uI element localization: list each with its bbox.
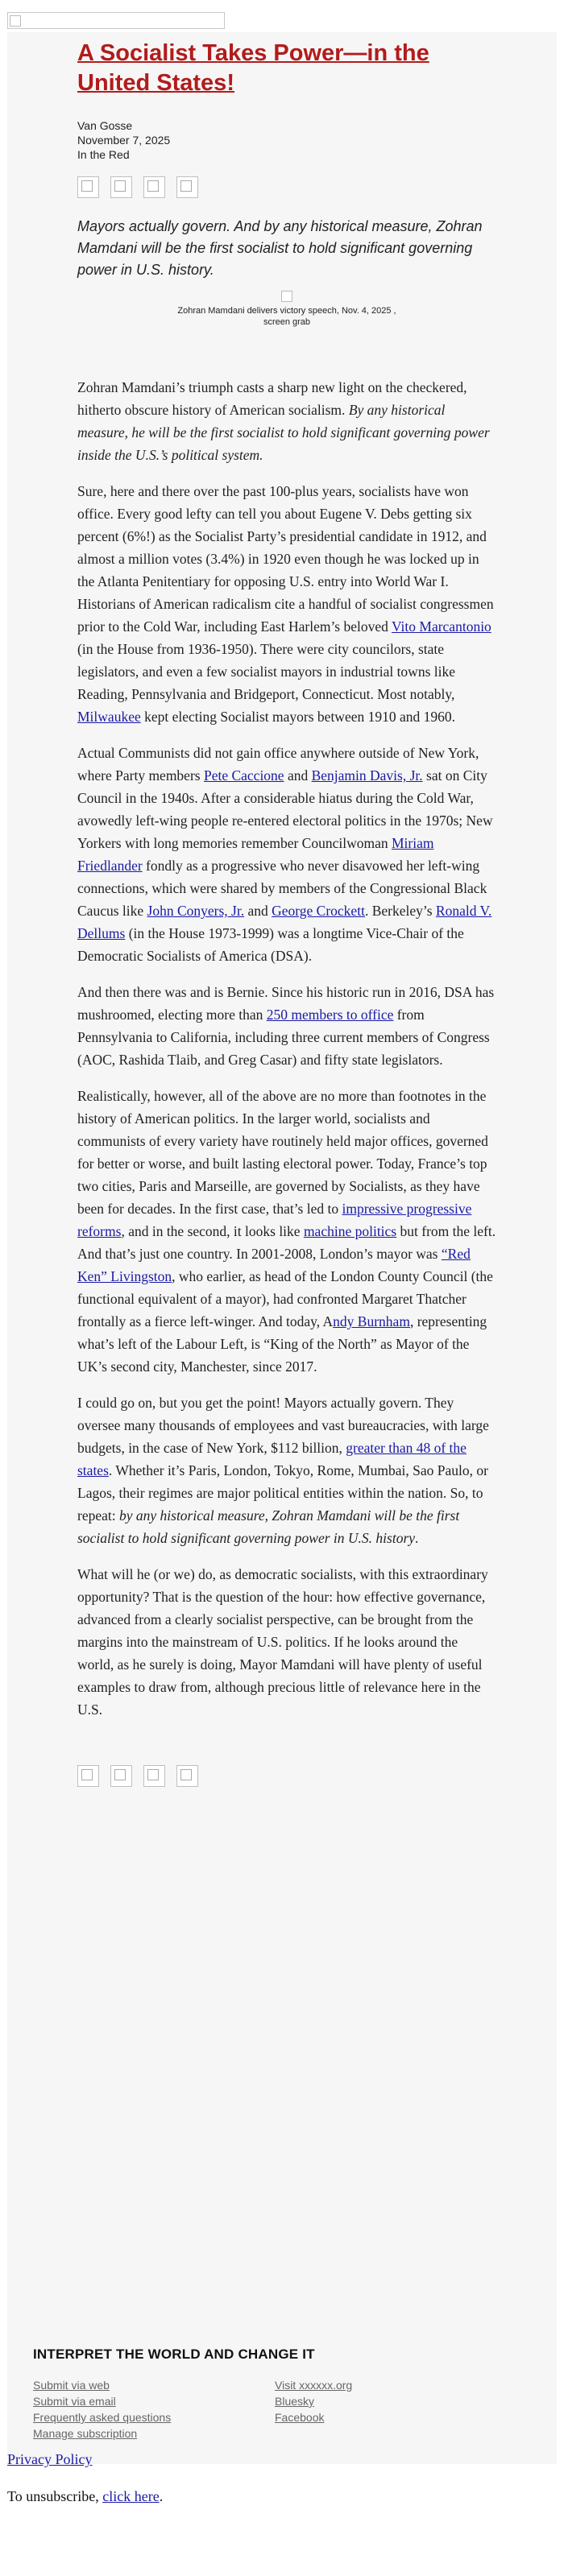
paragraph-7: What will he (or we) do, as democratic socialists, with this extraordinary opportunity? That is the question of the hour: how effective governance, advanced from a clearly socialist perspective, can be brought from the margins into the mainstream of U.S. politics. If he looks around the world, as he surely is doing, Mayor Mamdani will have plenty of useful examples to draw from, although precious little of relevance here in the U.S. bbox=[77, 1566, 488, 1718]
unsubscribe-line: To unsubscribe, click here. bbox=[7, 2488, 164, 2504]
author-name: Van Gosse bbox=[77, 119, 133, 132]
newsletter-footer bbox=[33, 2347, 533, 2442]
image-caption: Zohran Mamdani delivers victory speech, Nov. 4, 2025 , screen grab bbox=[177, 306, 396, 327]
faq-link[interactable]: Frequently asked questions bbox=[33, 2411, 172, 2424]
link-250-members[interactable]: 250 members to office bbox=[266, 1007, 394, 1023]
manage-subscription-link[interactable]: Manage subscription bbox=[33, 2427, 138, 2440]
paragraph-1: Zohran Mamdani’s triumph casts a sharp new light on the checkered, hitherto obscure history of American socialism. By any historical measure, he will be the first socialist to hold significant governing power inside the U.S.’s political system. bbox=[77, 379, 490, 463]
share-button-2[interactable] bbox=[110, 176, 132, 198]
share-buttons-top bbox=[77, 176, 496, 198]
share-button-3[interactable] bbox=[143, 1765, 165, 1787]
publish-date: November 7, 2025 bbox=[77, 134, 171, 147]
section-name: In the Red bbox=[77, 148, 130, 161]
email-body bbox=[7, 32, 557, 2464]
bluesky-link[interactable]: Bluesky bbox=[275, 2395, 315, 2408]
facebook-link[interactable]: Facebook bbox=[275, 2411, 325, 2424]
share-button-4[interactable] bbox=[176, 1765, 198, 1787]
share-button-1[interactable] bbox=[77, 176, 99, 198]
link-progressive-reforms[interactable]: impressive progressive reforms bbox=[77, 1201, 472, 1239]
share-button-3[interactable] bbox=[143, 176, 165, 198]
paragraph-2: Sure, here and there over the past 100-plus years, socialists have won office. Every good lefty can tell you about Eugene V. Debs getting six percent (6%!) as the Socialist Party’s presidential candidate in 1912, and almost a million votes (3.4%) in 1920 even though he was locked up in the Atlanta Penitentiary for opposing U.S. entry into World War I. Historians of American radicalism cite a handful of socialist congressmen prior to the Cold War, including East Harlem’s beloved Vito Marcantonio (in the House from 1936-1950). There were city councilors, state legislators, and even a few socialist mayors in industrial towns like Reading, Pennsylvania and Bridgeport, Connecticut. Most notably, Milwaukee kept electing Socialist mayors between 1910 and 1960. bbox=[77, 483, 494, 725]
article-figure bbox=[77, 291, 496, 328]
link-john-conyers[interactable]: John Conyers, Jr. bbox=[147, 903, 245, 919]
paragraph-4: And then there was and is Bernie. Since his historic run in 2016, DSA has mushroomed, electing more than 250 members to office from Pennsylvania to California, including three current members of Congress (AOC, Rashida Tlaib, and Greg Casar) and fifty state legislators. bbox=[77, 984, 495, 1068]
header-image bbox=[7, 12, 225, 29]
link-andy-burnham[interactable]: ndy Burnham bbox=[333, 1313, 410, 1329]
paragraph-6: I could go on, but you get the point! Mayors actually govern. They oversee many thousands of employees and vast bureaucracies, with large budgets, in the case of New York, $112 billion, greater than 48 of the states. Whether it’s Paris, London, Tokyo, Rome, Mumbai, Sao Paulo, or Lagos, their regimes are major political entities within the nation. So, to repeat: by any historical measure, Zohran Mamdani will be the first socialist to hold significant governing power in U.S. history. bbox=[77, 1395, 489, 1546]
submit-via-email-link[interactable]: Submit via email bbox=[33, 2395, 116, 2408]
link-machine-politics[interactable]: machine politics bbox=[303, 1223, 397, 1239]
article-image bbox=[281, 291, 292, 302]
share-button-2[interactable] bbox=[110, 1765, 132, 1787]
footer-right-column bbox=[275, 2377, 516, 2442]
paragraph-5: Realistically, however, all of the above are no more than footnotes in the history of American politics. In the larger world, socialists and communists of every variety have routinely held major offices, governed for better or worse, and built lasting electoral power. Today, France’s top two cities, Paris and Marseille, are governed by Socialists, as they have been for decades. In the first case, that’s led to impressive progressive reforms, and in the second, it looks like machine politics but from the left. And that’s just one country. In 2001-2008, London’s mayor was “Red Ken” Livingston, who earlier, as head of the London County Council (the functional equivalent of a mayor), had confronted Margaret Thatcher frontally as a fierce left-winger. And today, Andy Burnham, representing what’s left of the Labour Left, is “King of the North” as Mayor of the UK’s second city, Manchester, since 2017. bbox=[77, 1088, 496, 1375]
visit-site-link[interactable]: Visit xxxxxx.org bbox=[275, 2379, 353, 2392]
link-ken-livingston[interactable]: “Red Ken” Livingston bbox=[77, 1246, 471, 1284]
submit-via-web-link[interactable]: Submit via web bbox=[33, 2379, 110, 2392]
link-48-states[interactable]: greater than 48 of the states bbox=[77, 1440, 467, 1478]
article-dek: Mayors actually govern. And by any historical measure, Zohran Mamdani will be the first socialist to hold significant governing power in U.S. history. bbox=[77, 218, 483, 278]
share-button-4[interactable] bbox=[176, 176, 198, 198]
link-miriam-friedlander[interactable]: Miriam Friedlander bbox=[77, 835, 434, 874]
share-buttons-bottom bbox=[77, 1765, 496, 1787]
link-pete-caccione[interactable]: Pete Caccione bbox=[203, 767, 284, 784]
link-benjamin-davis[interactable]: Benjamin Davis, Jr. bbox=[311, 767, 423, 784]
article-title[interactable]: A Socialist Takes Power—in the United States! bbox=[77, 40, 429, 96]
link-vito-marcantonio[interactable]: Vito Marcantonio bbox=[391, 618, 491, 635]
article-body bbox=[77, 376, 496, 1721]
unsubscribe-link[interactable]: click here bbox=[102, 2488, 160, 2504]
share-button-1[interactable] bbox=[77, 1765, 99, 1787]
paragraph-3: Actual Communists did not gain office anywhere outside of New York, where Party members Pete Caccione and Benjamin Davis, Jr. sat on City Council in the 1940s. After a considerable hiatus during the Cold War, avowedly left-wing people re-entered electoral politics in the 1970s; New Yorkers with long memories remember Councilwoman Miriam Friedlander fondly as a progressive who never disavowed her left-wing connections, which were shared by members of the Congressional Black Caucus like John Conyers, Jr. and George Crockett. Berkeley’s Ronald V. Dellums (in the House 1973-1999) was a longtime Vice-Chair of the Democratic Socialists of America (DSA). bbox=[77, 745, 493, 964]
footer-heading: INTERPRET THE WORLD AND CHANGE IT bbox=[33, 2347, 315, 2362]
link-ronald-dellums[interactable]: Ronald V. Dellums bbox=[77, 903, 492, 941]
link-george-crockett[interactable]: George Crockett bbox=[272, 903, 365, 919]
footer-left-column bbox=[33, 2377, 275, 2442]
link-milwaukee[interactable]: Milwaukee bbox=[77, 709, 141, 725]
article-meta bbox=[77, 118, 496, 162]
privacy-policy-link[interactable]: Privacy Policy bbox=[7, 2451, 93, 2467]
footer-links bbox=[33, 2377, 533, 2442]
article-content bbox=[77, 39, 496, 1787]
